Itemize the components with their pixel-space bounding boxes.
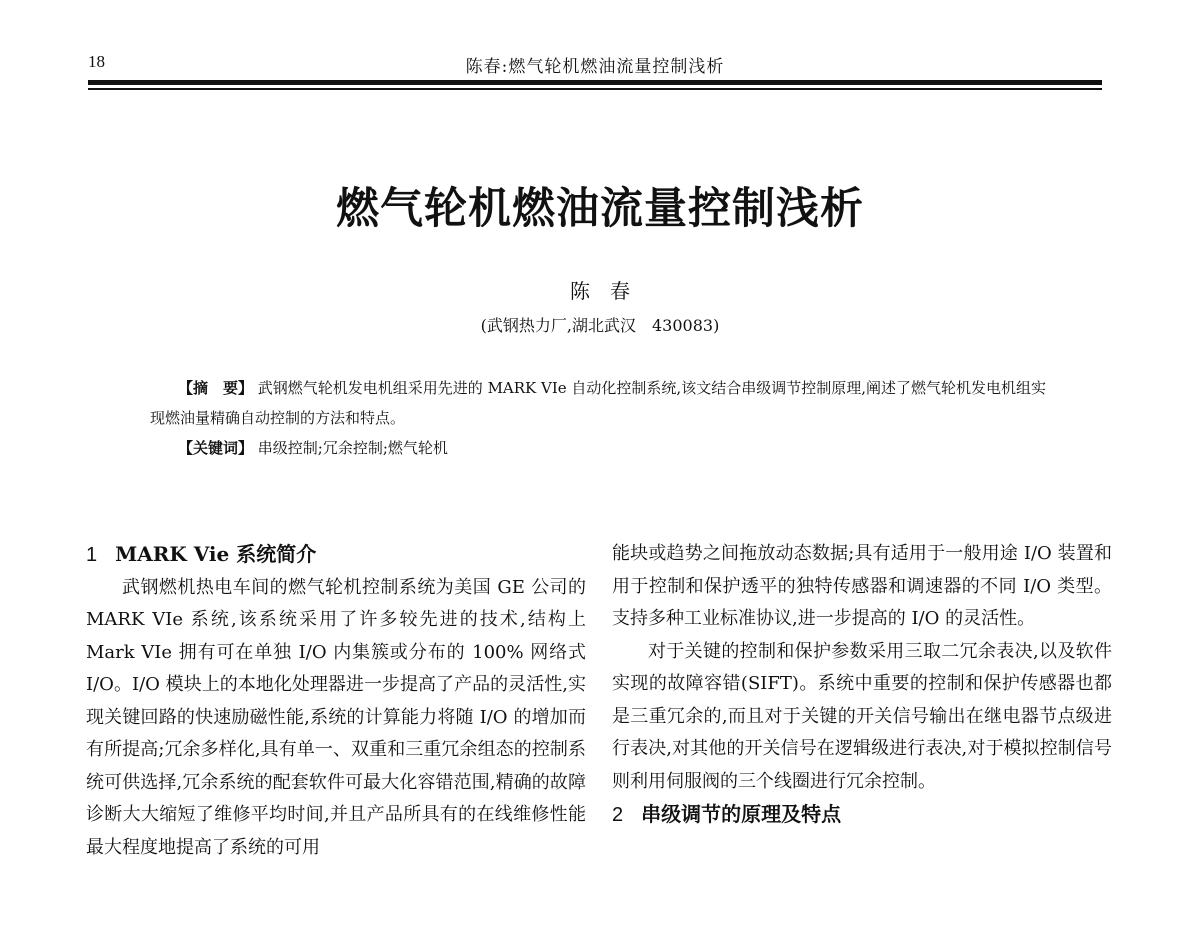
abstract — [150, 373, 1060, 433]
affiliation: (武钢热力厂,湖北武汉 430083) — [480, 316, 720, 335]
section-number: 2 — [612, 804, 624, 826]
keywords — [178, 433, 1060, 463]
section-heading-2 — [612, 798, 1112, 832]
section-title: 串级调节的原理及特点 — [641, 802, 842, 826]
running-header — [88, 52, 1102, 82]
header-rule-thin — [88, 88, 1102, 90]
section-number: 1 — [86, 544, 98, 566]
right-column — [612, 538, 1112, 832]
body-paragraph: 对于关键的控制和保护参数采用三取二冗余表决,以及软件实现的故障容错(SIFT)。系统中重要的控制和保护传感器也都是三重冗余的,而且对于关键的开关信号输出在继电器节点级进行表决,对其他的开关信号在逻辑级进行表决,对于模拟控制信号则利用伺服阀的三个线圈进行冗余控制。 — [612, 640, 1112, 792]
abstract-block — [150, 373, 1060, 463]
keywords-label: 【关键词】 — [178, 439, 254, 457]
abstract-label: 【摘 要】 — [178, 379, 254, 397]
running-title: 陈春:燃气轮机燃油流量控制浅析 — [465, 57, 725, 77]
section-title: MARK Vie 系统简介 — [115, 542, 317, 566]
paper-title: 燃气轮机燃油流量控制浅析 — [336, 184, 864, 234]
header-rule-thick — [88, 80, 1102, 85]
section-heading-1 — [86, 538, 586, 572]
keywords-text: 串级控制;冗余控制;燃气轮机 — [257, 439, 448, 457]
abstract-text: 武钢燃气轮机发电机组采用先进的 MARK VIe 自动化控制系统,该文结合串级调节控制原理,阐述了燃气轮机发电机组实现燃油量精确自动控制的方法和特点。 — [150, 379, 1046, 427]
page-number: 18 — [88, 52, 105, 71]
author: 陈 春 — [570, 279, 630, 303]
body-paragraph-continued: 能块或趋势之间拖放动态数据;具有适用于一般用途 I/O 装置和用于控制和保护透平的独特传感器和调速器的不同 I/O 类型。支持多种工业标准协议,进一步提高的 I/O 的灵活性。 — [612, 543, 1112, 629]
body-paragraph: 武钢燃机热电车间的燃气轮机控制系统为美国 GE 公司的 MARK VIe 系统,该系统采用了许多较先进的技术,结构上 Mark VIe 拥有可在单独 I/O 内集簇或分布的 100% 网络式 I/O。I/O 模块上的本地化处理器进一步提高了产品的灵活性,实现关键回路的快速励磁性能,系统的计算能力将随 I/O 的增加而有所提高;冗余多样化,具有单一、双重和三重冗余组态的控制系统可供选择,冗余系统的配套软件可最大化容错范围,精确的故障诊断大大缩短了维修平均时间,并且产品所具有的在线维修性能最大程度地提高了系统的可用 — [86, 576, 586, 858]
left-column — [86, 538, 586, 864]
